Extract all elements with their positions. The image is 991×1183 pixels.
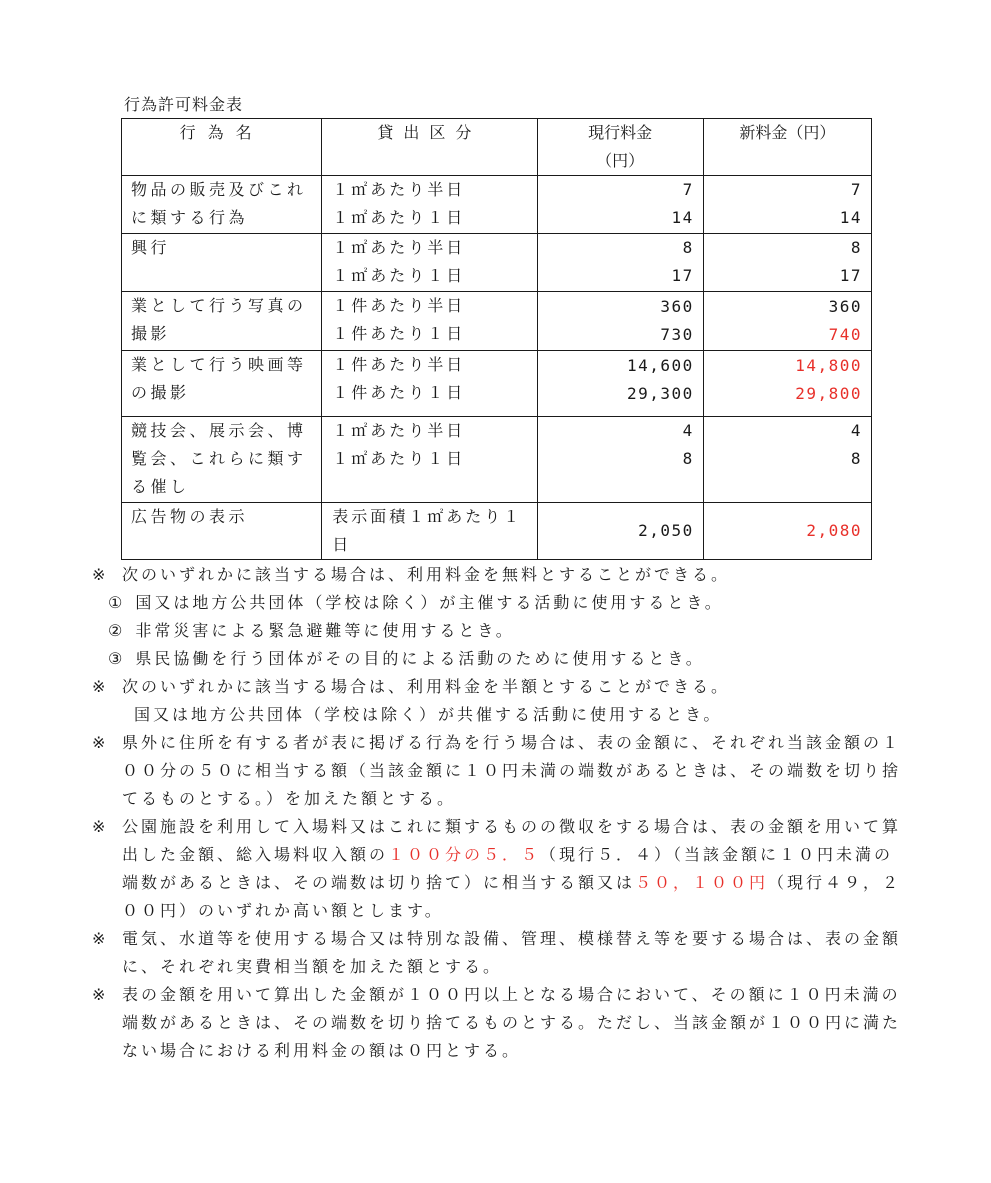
note-item-text: 国又は地方公共団体（学校は除く）が主催する活動に使用するとき。	[135, 593, 724, 612]
rental-unit: 表示面積１㎡あたり１日	[322, 503, 537, 560]
notes-section	[92, 561, 902, 1065]
note-actual-cost	[92, 925, 902, 981]
note-free-of-charge	[92, 561, 902, 589]
header-new-fee: 新料金（円）	[703, 119, 871, 176]
fee-table-body	[122, 176, 872, 560]
activity-name: 競技会、展示会、博覧会、これらに類する催し	[122, 417, 322, 503]
new-fee-value-changed: 740	[828, 325, 862, 344]
current-fee: 8 17	[537, 234, 703, 292]
activity-name: 業として行う写真の撮影	[122, 292, 322, 351]
note-mark: ※	[92, 817, 109, 836]
table-row	[122, 503, 872, 560]
table-row	[122, 176, 872, 234]
header-current-fee: 現行料金 （円）	[537, 119, 703, 176]
table-row	[122, 417, 872, 503]
note-text-changed: ５０，１００円	[635, 873, 769, 892]
table-row	[122, 351, 872, 417]
note-mark: ※	[92, 929, 109, 948]
table-title: 行為許可料金表	[124, 95, 244, 114]
current-fee: 7 14	[537, 176, 703, 234]
new-fee-value-changed: 29,800	[795, 384, 862, 403]
note-text: 次のいずれかに該当する場合は、利用料金を無料とすることができる。	[122, 565, 731, 584]
current-fee: 360 730	[537, 292, 703, 351]
fee-table	[121, 118, 872, 560]
note-mark: ※	[92, 565, 109, 584]
table-row	[122, 234, 872, 292]
header-activity-name: 行為名	[122, 119, 322, 176]
new-fee: 4 8	[703, 417, 871, 503]
rental-unit: １件あたり半日 １件あたり１日	[322, 292, 537, 351]
new-fee	[703, 503, 871, 560]
note-admission-fee	[92, 813, 902, 925]
circled-number: ②	[108, 621, 126, 640]
note-text: 次のいずれかに該当する場合は、利用料金を半額とすることができる。	[122, 677, 731, 696]
note-mark: ※	[92, 733, 109, 752]
note-item	[92, 645, 902, 673]
note-half-price	[92, 673, 902, 701]
note-text: （現行５．４）（当該金額に１０円未満の端数があるときは、その端数は切り捨て）に相当する額又は	[122, 845, 894, 892]
current-fee: 2,050	[537, 503, 703, 560]
new-fee	[703, 351, 871, 417]
note-mark: ※	[92, 677, 109, 696]
note-rounding	[92, 981, 902, 1065]
note-out-of-prefecture	[92, 729, 902, 813]
fee-table-header	[122, 119, 872, 176]
note-item-text: 県民協働を行う団体がその目的による活動のために使用するとき。	[135, 649, 705, 668]
note-text: （現行４９，２００円）のいずれか高い額とします。	[122, 873, 902, 920]
circled-number: ③	[108, 649, 126, 668]
rental-unit: １㎡あたり半日 １㎡あたり１日	[322, 176, 537, 234]
note-item	[92, 589, 902, 617]
note-mark: ※	[92, 985, 109, 1004]
table-row	[122, 292, 872, 351]
new-fee-value-changed: 2,080	[806, 521, 862, 540]
note-text: 公園施設を利用して入場料又はこれに類するものの徴収をする場合は、表の金額を用いて算出した金額、総入場料収入額の	[122, 817, 902, 864]
header-rental-unit: 貸出区分	[322, 119, 537, 176]
note-item	[92, 617, 902, 645]
activity-name: 興行	[122, 234, 322, 292]
rental-unit: １㎡あたり半日 １㎡あたり１日	[322, 234, 537, 292]
rental-unit: １件あたり半日 １件あたり１日	[322, 351, 537, 417]
note-text-changed: １００分の５．５	[388, 845, 541, 864]
new-fee	[703, 292, 871, 351]
note-text: 県外に住所を有する者が表に掲げる行為を行う場合は、表の金額に、それぞれ当該金額の１００分の５０に相当する額（当該金額に１０円未満の端数があるときは、その端数を切り捨てるものとする。）を加えた額とする。	[122, 733, 902, 808]
note-text: 電気、水道等を使用する場合又は特別な設備、管理、模様替え等を要する場合は、表の金額に、それぞれ実費相当額を加えた額とする。	[122, 929, 902, 976]
rental-unit: １㎡あたり半日 １㎡あたり１日	[322, 417, 537, 503]
new-fee: 7 14	[703, 176, 871, 234]
note-text: 表の金額を用いて算出した金額が１００円以上となる場合において、その額に１０円未満の端数があるときは、その端数を切り捨てるものとする。ただし、当該金額が１００円に満たない場合における利用料金の額は０円とする。	[122, 985, 902, 1060]
note-item-text: 国又は地方公共団体（学校は除く）が共催する活動に使用するとき。	[134, 705, 723, 724]
current-fee: 14,600 29,300	[537, 351, 703, 417]
activity-name: 広告物の表示	[122, 503, 322, 560]
current-fee: 4 8	[537, 417, 703, 503]
activity-name: 物品の販売及びこれに類する行為	[122, 176, 322, 234]
new-fee: 8 17	[703, 234, 871, 292]
note-item-text: 非常災害による緊急避難等に使用するとき。	[135, 621, 515, 640]
new-fee-value-changed: 14,800	[795, 356, 862, 375]
circled-number: ①	[108, 593, 126, 612]
activity-name: 業として行う映画等の撮影	[122, 351, 322, 417]
new-fee-value: 360	[828, 297, 862, 316]
